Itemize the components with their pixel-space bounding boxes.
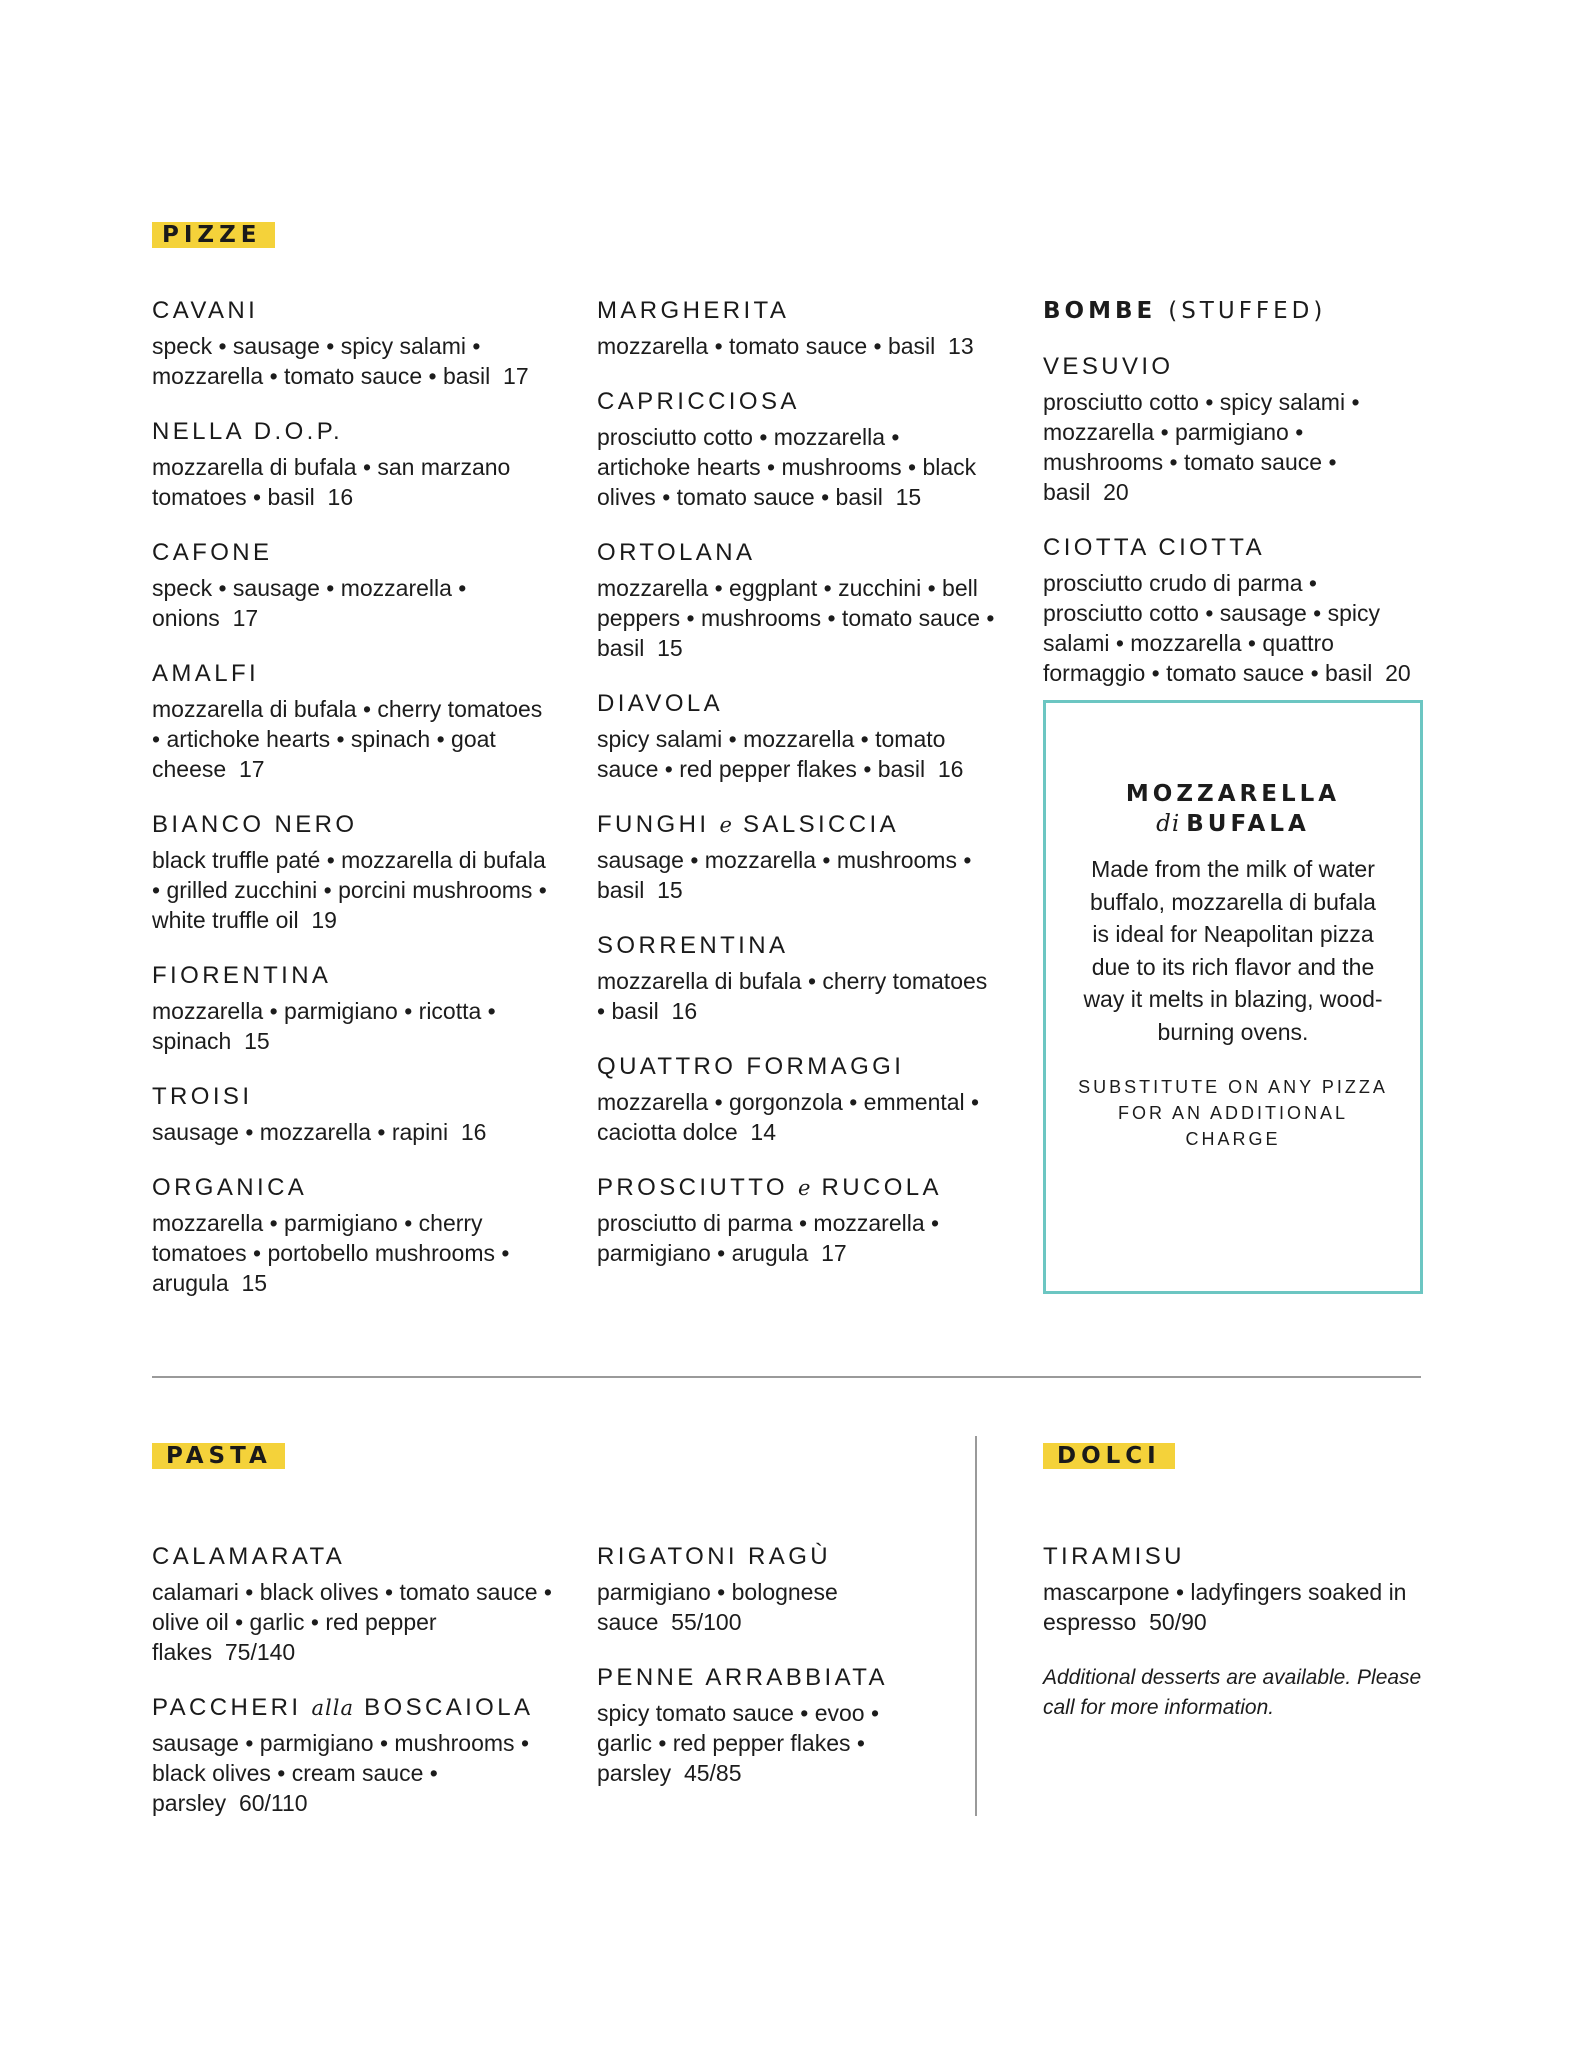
- item-price: 16: [671, 998, 698, 1024]
- menu-item: [152, 296, 552, 391]
- item-ingredients: sausage • parmigiano • mushrooms • black olives • cream sauce • parsley: [152, 1730, 529, 1816]
- item-name: CAPRICCIOSA: [597, 388, 800, 415]
- item-description: [152, 694, 552, 784]
- item-name: ORTOLANA: [597, 539, 756, 566]
- item-name-part: BOSCAIOLA: [364, 1694, 534, 1721]
- menu-item: [1043, 352, 1423, 507]
- item-description: [152, 996, 552, 1056]
- menu-item: [597, 1663, 937, 1788]
- bufala-info-box: [1043, 700, 1423, 1294]
- menu-item: [597, 689, 997, 784]
- item-ingredients: speck • sausage • mozzarella • onions: [152, 575, 467, 631]
- item-name: BIANCO NERO: [152, 811, 358, 838]
- item-price: 15: [657, 635, 683, 661]
- item-ingredients: black truffle paté • mozzarella di bufala • grilled zucchini • porcini mushrooms • white truffle oil: [152, 847, 547, 933]
- bombe-column: [1043, 296, 1423, 714]
- menu-item: [1043, 1542, 1423, 1637]
- item-description: [1043, 1577, 1423, 1637]
- box-title-script: di: [1156, 811, 1181, 837]
- item-name-part: FUNGHI: [597, 811, 710, 838]
- item-name: ORGANICA: [152, 1174, 308, 1201]
- item-description: [597, 573, 997, 663]
- item-name: QUATTRO FORMAGGI: [597, 1053, 905, 1080]
- item-price: 17: [232, 605, 259, 631]
- menu-item: [597, 931, 997, 1026]
- item-price: 50/90: [1149, 1609, 1207, 1635]
- box-title-line1: MOZZARELLA: [1125, 781, 1341, 807]
- menu-item: [597, 296, 997, 361]
- item-description: [597, 966, 997, 1026]
- dolci-note: Additional desserts are available. Please call for more information.: [1043, 1666, 1422, 1719]
- dolci-column: [1043, 1542, 1423, 1723]
- item-price: 75/140: [224, 1639, 296, 1665]
- menu-item: [597, 538, 997, 663]
- item-description: [597, 1087, 997, 1147]
- item-price: 17: [503, 363, 529, 389]
- item-name: AMALFI: [152, 660, 260, 687]
- menu-item: [152, 1173, 552, 1298]
- pasta-section-tag: [152, 1443, 285, 1469]
- pasta-section-label: PASTA: [166, 1443, 272, 1469]
- item-price: 14: [750, 1119, 777, 1145]
- menu-item: [597, 1052, 997, 1147]
- item-ingredients: parmigiano • bolognese sauce: [597, 1579, 838, 1635]
- item-price: 19: [311, 907, 337, 933]
- menu-item: [152, 810, 552, 935]
- item-price: 20: [1103, 479, 1129, 505]
- bombe-heading-paren: (STUFFED): [1168, 298, 1327, 324]
- item-ingredients: prosciutto di parma • mozzarella • parmigiano • arugula: [597, 1210, 940, 1266]
- item-price: 13: [948, 333, 974, 359]
- menu-item: [152, 961, 552, 1056]
- item-description: [597, 724, 997, 784]
- item-ingredients: sausage • mozzarella • mushrooms • basil: [597, 847, 972, 903]
- item-name: FIORENTINA: [152, 962, 332, 989]
- menu-item: [1043, 533, 1423, 688]
- item-description: [1043, 568, 1423, 688]
- item-ingredients: prosciutto crudo di parma • prosciutto cotto • sausage • spicy salami • mozzarella • quattro formaggio • tomato sauce • basil: [1043, 570, 1380, 686]
- item-price: 45/85: [683, 1760, 742, 1786]
- box-title-line2: [1046, 809, 1420, 839]
- item-description: [597, 1208, 997, 1268]
- item-name-part: PROSCIUTTO: [597, 1174, 788, 1201]
- item-description: [597, 422, 997, 512]
- item-name-joiner: alla: [311, 1696, 355, 1720]
- item-ingredients: prosciutto cotto • spicy salami • mozzarella • parmigiano • mushrooms • tomato sauce • basil: [1043, 389, 1360, 505]
- item-price: 16: [937, 756, 964, 782]
- box-description: Made from the milk of water buffalo, mozzarella di bufala is ideal for Neapolitan pizza due to its rich flavor and the way it melts in blazing, wood-burning ovens.: [1083, 856, 1383, 1045]
- menu-item: [152, 1082, 552, 1147]
- dolci-section-label: DOLCI: [1057, 1443, 1161, 1469]
- item-price: 16: [327, 484, 354, 510]
- item-name: [152, 1693, 552, 1723]
- item-name: RIGATONI RAGÙ: [597, 1543, 831, 1570]
- menu-item: [597, 810, 997, 905]
- item-name: TIRAMISU: [1043, 1543, 1185, 1570]
- item-price: 15: [657, 877, 683, 903]
- item-price: 20: [1385, 660, 1411, 686]
- item-description: [152, 331, 552, 391]
- bombe-heading-text: BOMBE: [1043, 298, 1157, 324]
- item-description: [152, 1577, 552, 1667]
- item-price: 55/100: [671, 1609, 742, 1635]
- item-ingredients: mozzarella • tomato sauce • basil: [597, 333, 936, 359]
- pizze-column-2: [597, 296, 997, 1294]
- item-description: [152, 452, 552, 512]
- item-name-part: SALSICCIA: [743, 811, 899, 838]
- pasta-column-2: [597, 1542, 937, 1814]
- menu-item: [152, 1693, 552, 1818]
- item-description: [597, 1698, 937, 1788]
- item-name: CIOTTA CIOTTA: [1043, 534, 1265, 561]
- menu-item: [152, 1542, 552, 1667]
- item-description: [152, 1728, 552, 1818]
- item-ingredients: mozzarella • parmigiano • ricotta • spinach: [152, 998, 496, 1054]
- menu-item: [152, 417, 552, 512]
- pasta-column-1: [152, 1542, 552, 1844]
- item-description: [1043, 387, 1423, 507]
- item-ingredients: spicy salami • mozzarella • tomato sauce • red pepper flakes • basil: [597, 726, 946, 782]
- item-name: VESUVIO: [1043, 353, 1174, 380]
- item-price: 16: [460, 1119, 487, 1145]
- menu-item: [597, 387, 997, 512]
- item-name: CAVANI: [152, 297, 259, 324]
- item-ingredients: mozzarella • gorgonzola • emmental • caciotta dolce: [597, 1089, 980, 1145]
- item-description: [152, 573, 552, 633]
- item-description: [152, 1208, 552, 1298]
- item-name: SORRENTINA: [597, 932, 789, 959]
- item-name-part: PACCHERI: [152, 1694, 302, 1721]
- item-description: [152, 1117, 552, 1147]
- pizze-section-tag: [152, 222, 275, 248]
- item-name: DIAVOLA: [597, 690, 724, 717]
- item-ingredients: prosciutto cotto • mozzarella • artichoke hearts • mushrooms • black olives • tomato sauce • basil: [597, 424, 977, 510]
- item-price: 15: [244, 1028, 270, 1054]
- item-price: 15: [241, 1270, 268, 1296]
- item-description: [597, 1577, 937, 1637]
- item-name: [597, 810, 997, 840]
- item-description: [597, 845, 997, 905]
- item-price: 17: [821, 1240, 847, 1266]
- item-ingredients: mozzarella • parmigiano • cherry tomatoes • portobello mushrooms • arugula: [152, 1210, 510, 1296]
- menu-item: [597, 1542, 937, 1637]
- section-divider: [152, 1376, 1421, 1378]
- item-ingredients: mozzarella di bufala • cherry tomatoes • artichoke hearts • spinach • goat cheese: [152, 696, 543, 782]
- menu-item: [597, 1173, 997, 1268]
- pizze-column-1: [152, 296, 552, 1324]
- menu-item: [152, 538, 552, 633]
- item-name: PENNE ARRABBIATA: [597, 1664, 888, 1691]
- item-ingredients: mascarpone • ladyfingers soaked in espresso: [1043, 1579, 1407, 1635]
- item-name: TROISI: [152, 1083, 253, 1110]
- box-substitute-note: SUBSTITUTE ON ANY PIZZA FOR AN ADDITIONAL CHARGE: [1078, 1077, 1388, 1149]
- item-ingredients: calamari • black olives • tomato sauce • olive oil • garlic • red pepper flakes: [152, 1579, 552, 1665]
- item-name-joiner: e: [797, 1176, 812, 1200]
- item-ingredients: sausage • mozzarella • rapini: [152, 1119, 449, 1145]
- item-price: 15: [895, 484, 922, 510]
- item-name: NELLA D.O.P.: [152, 418, 344, 445]
- item-ingredients: mozzarella • eggplant • zucchini • bell peppers • mushrooms • tomato sauce • basil: [597, 575, 995, 661]
- dolci-section-tag: [1043, 1443, 1175, 1469]
- item-name: CALAMARATA: [152, 1543, 346, 1570]
- item-description: [597, 331, 997, 361]
- item-price: 60/110: [238, 1790, 308, 1816]
- item-name: MARGHERITA: [597, 297, 790, 324]
- item-ingredients: speck • sausage • spicy salami • mozzarella • tomato sauce • basil: [152, 333, 491, 389]
- menu-item: [152, 659, 552, 784]
- item-description: [152, 845, 552, 935]
- item-ingredients: mozzarella di bufala • cherry tomatoes • basil: [597, 968, 988, 1024]
- item-name: CAFONE: [152, 539, 273, 566]
- item-price: 17: [238, 756, 265, 782]
- item-ingredients: mozzarella di bufala • san marzano tomatoes • basil: [152, 454, 511, 510]
- column-divider: [975, 1436, 977, 1816]
- box-title-word: BUFALA: [1186, 811, 1310, 837]
- item-name-joiner: e: [719, 813, 733, 837]
- item-name-part: RUCOLA: [821, 1174, 942, 1201]
- pizze-section-label: PIZZE: [162, 222, 262, 248]
- item-ingredients: spicy tomato sauce • evoo • garlic • red pepper flakes • parsley: [597, 1700, 880, 1786]
- item-name: [597, 1173, 997, 1203]
- bombe-heading: [1043, 296, 1423, 326]
